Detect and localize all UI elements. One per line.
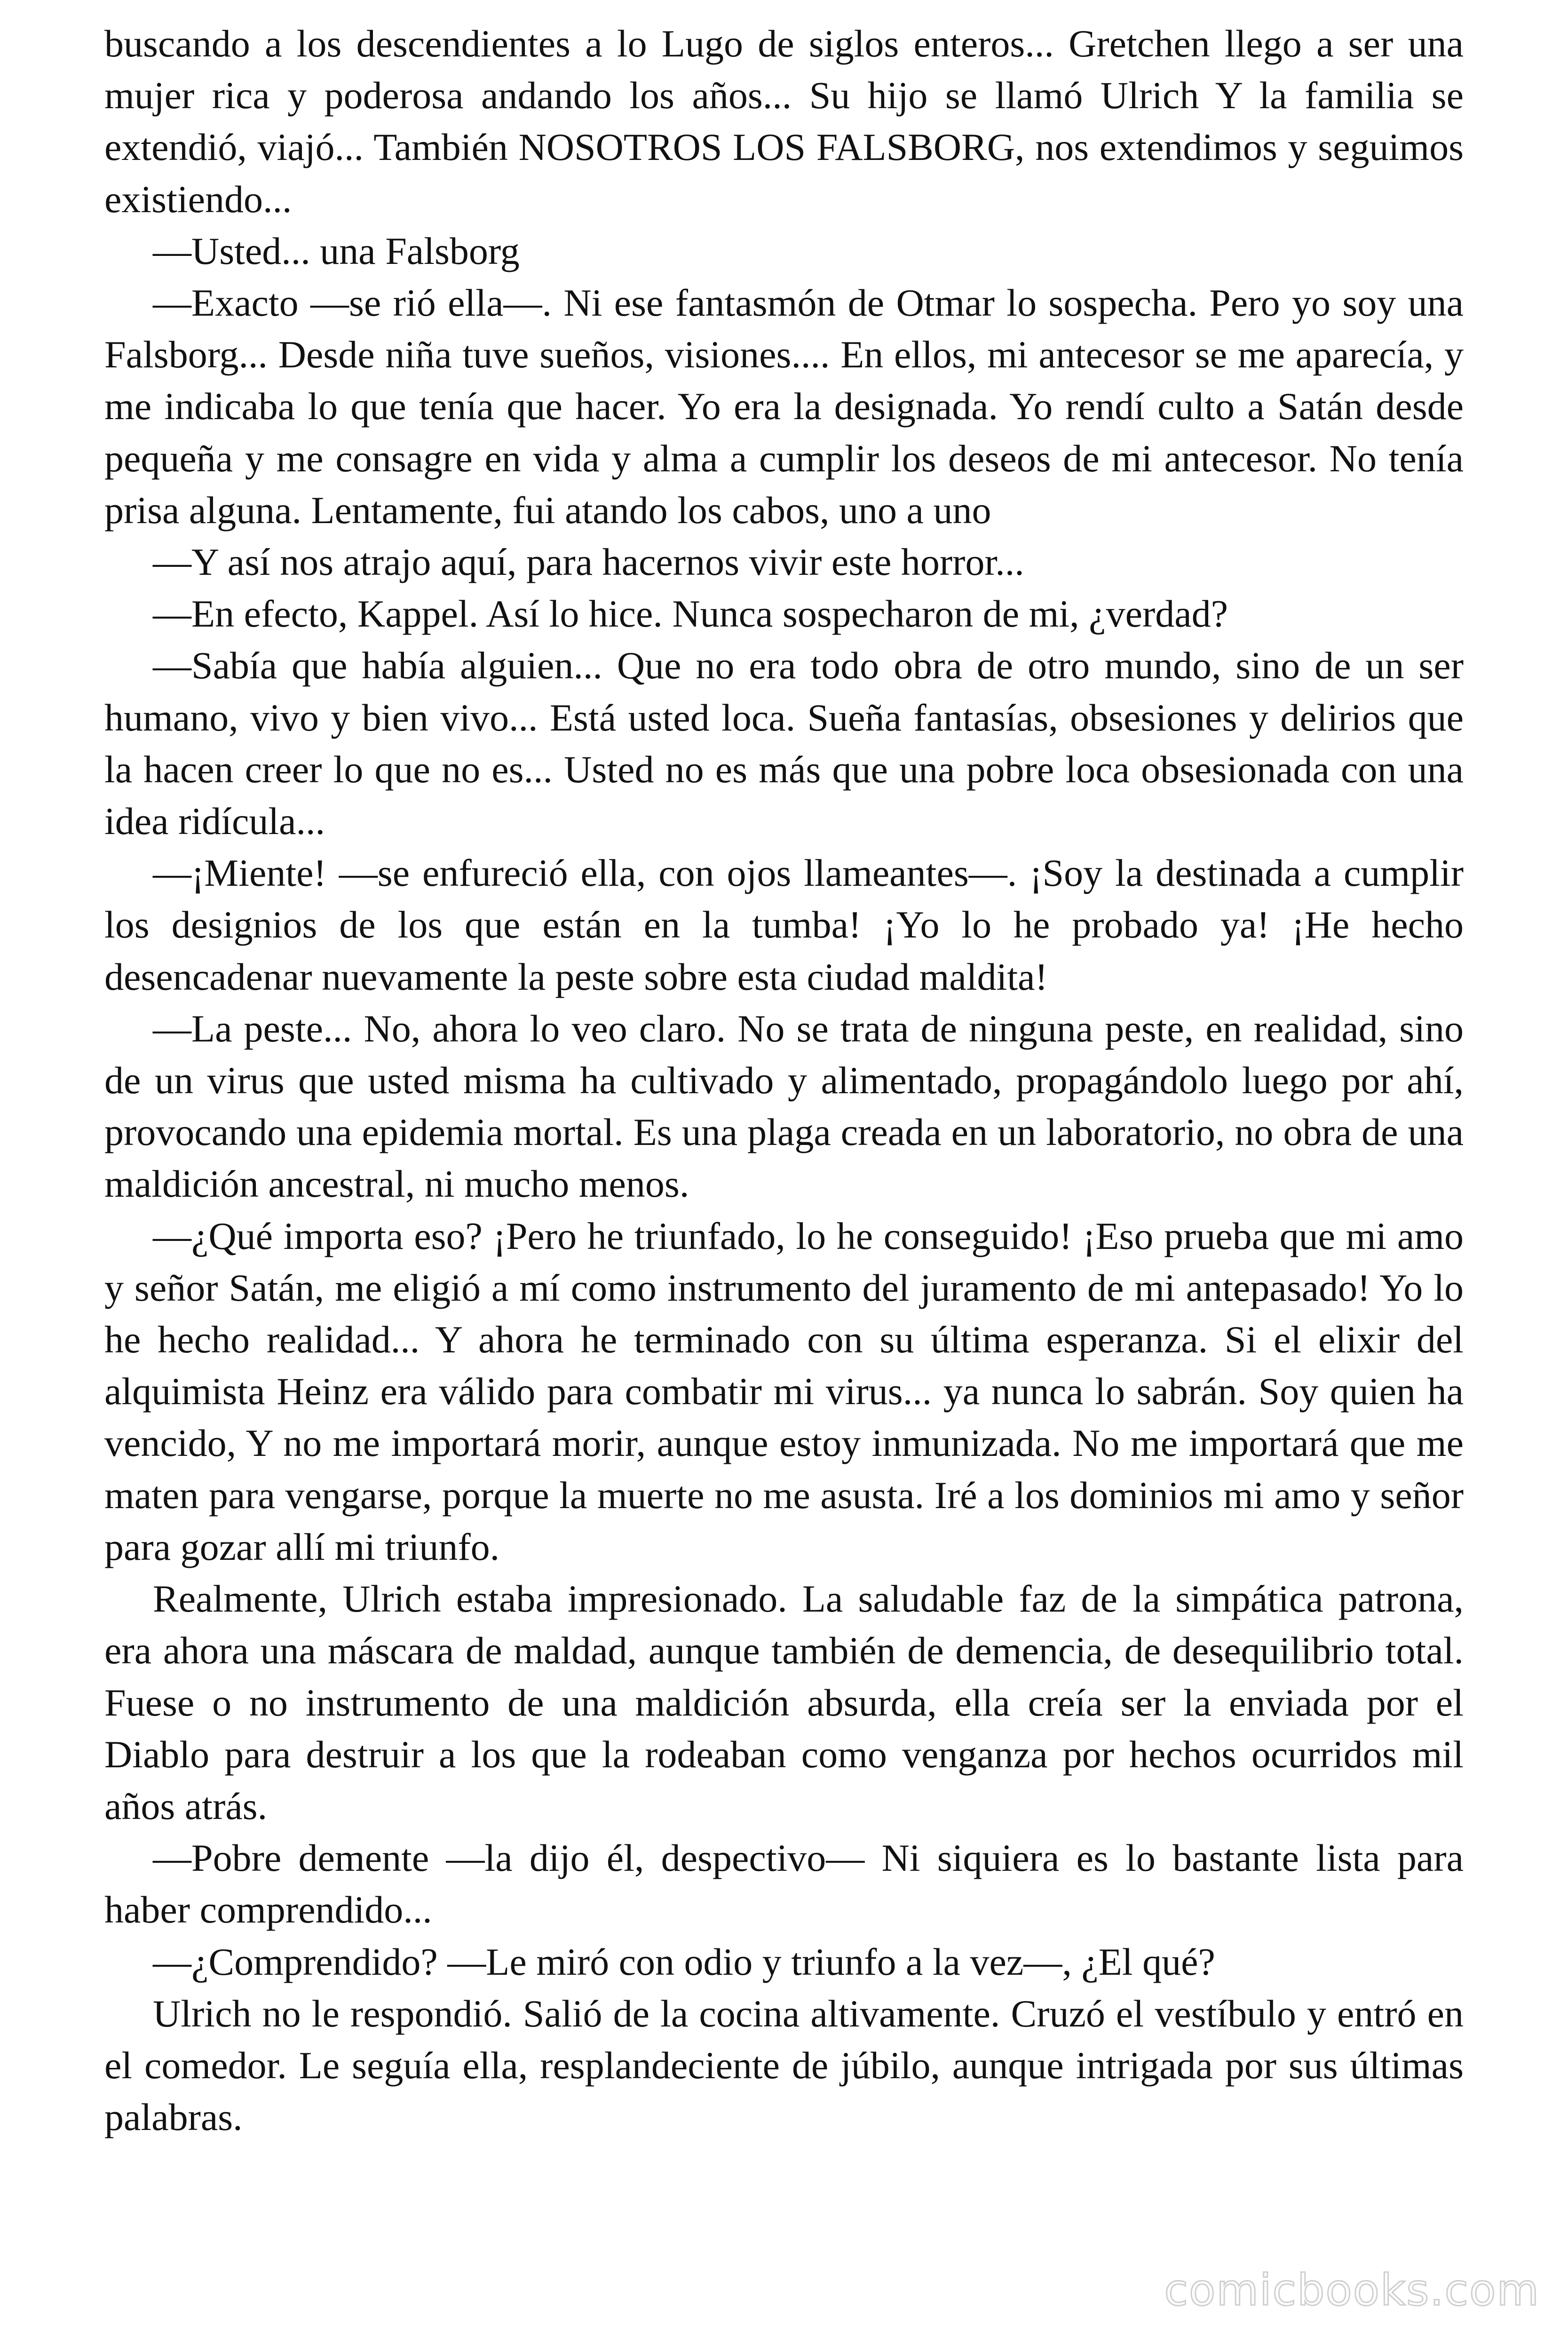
paragraph: Ulrich no le respondió. Salió de la cocina altivamente. Cruzó el vestíbulo y entró en el comedor. Le seguía ella, resplandeciente de júbilo, aunque intrigada por sus últimas palabras.	[104, 1992, 1464, 2139]
page-text	[104, 18, 1464, 2143]
paragraph: —¿Qué importa eso? ¡Pero he triunfado, lo he conseguido! ¡Eso prueba que mi amo y señor Satán, me eligió a mí como instrumento del juramento de mi antepasado! Yo lo he hecho realidad... Y ahora he terminado con su última esperanza. Si el elixir del alquimista Heinz era válido para combatir mi virus... ya nunca lo sabrán. Soy quien ha vencido, Y no me importará morir, aunque estoy inmunizada. No me importará que me maten para vengarse, porque la muerte no me asusta. Iré a los dominios mi amo y señor para gozar allí mi triunfo.	[104, 1214, 1464, 1568]
paragraph: —¡Miente! —se enfureció ella, con ojos llameantes—. ¡Soy la destinada a cumplir los designios de los que están en la tumba! ¡Yo lo he probado ya! ¡He hecho desencadenar nuevamente la peste sobre esta ciudad maldita!	[104, 851, 1464, 998]
paragraph: —¿Comprendido? —Le miró con odio y triunfo a la vez—, ¿El qué?	[153, 1940, 1215, 1983]
watermark: comicbooks.com	[1164, 2265, 1540, 2315]
paragraph: buscando a los descendientes a lo Lugo de siglos enteros... Gretchen llego a ser una mujer rica y poderosa andando los años... Su hijo se llamó Ulrich Y la familia se extendió, viajó... También NOSOTROS LOS FALSBORG, nos extendimos y seguimos existiendo...	[104, 22, 1464, 221]
paragraph: —Sabía que había alguien... Que no era todo obra de otro mundo, sino de un ser humano, vivo y bien vivo... Está usted loca. Sueña fantasías, obsesiones y delirios que la hacen creer lo que no es... Usted no es más que una pobre loca obsesionada con una idea ridícula...	[104, 644, 1464, 843]
paragraph: —Y así nos atrajo aquí, para hacernos vivir este horror...	[153, 540, 1024, 584]
paragraph: —Usted... una Falsborg	[153, 229, 520, 272]
paragraph: —Exacto —se rió ella—. Ni ese fantasmón de Otmar lo sospecha. Pero yo soy una Falsborg... Desde niña tuve sueños, visiones.... En ellos, mi antecesor se me aparecía, y me indicaba lo que tenía que hacer. Yo era la designada. Yo rendí culto a Satán desde pequeña y me consagre en vida y alma a cumplir los deseos de mi antecesor. No tenía prisa alguna. Lentamente, fui atando los cabos, uno a uno	[104, 281, 1464, 532]
paragraph: —La peste... No, ahora lo veo claro. No se trata de ninguna peste, en realidad, sino de un virus que usted misma ha cultivado y alimentado, propagándolo luego por ahí, provocando una epidemia mortal. Es una plaga creada en un laboratorio, no obra de una maldición ancestral, ni mucho menos.	[104, 1007, 1464, 1206]
paragraph: —Pobre demente —la dijo él, despectivo— Ni siquiera es lo bastante lista para haber comprendido...	[104, 1836, 1464, 1931]
paragraph: Realmente, Ulrich estaba impresionado. La saludable faz de la simpática patrona, era ahora una máscara de maldad, aunque también de demencia, de desequilibrio total. Fuese o no instrumento de una maldición absurda, ella creía ser la enviada por el Diablo para destruir a los que la rodeaban como venganza por hechos ocurridos mil años atrás.	[104, 1577, 1464, 1828]
paragraph: —En efecto, Kappel. Así lo hice. Nunca sospecharon de mi, ¿verdad?	[153, 592, 1228, 636]
